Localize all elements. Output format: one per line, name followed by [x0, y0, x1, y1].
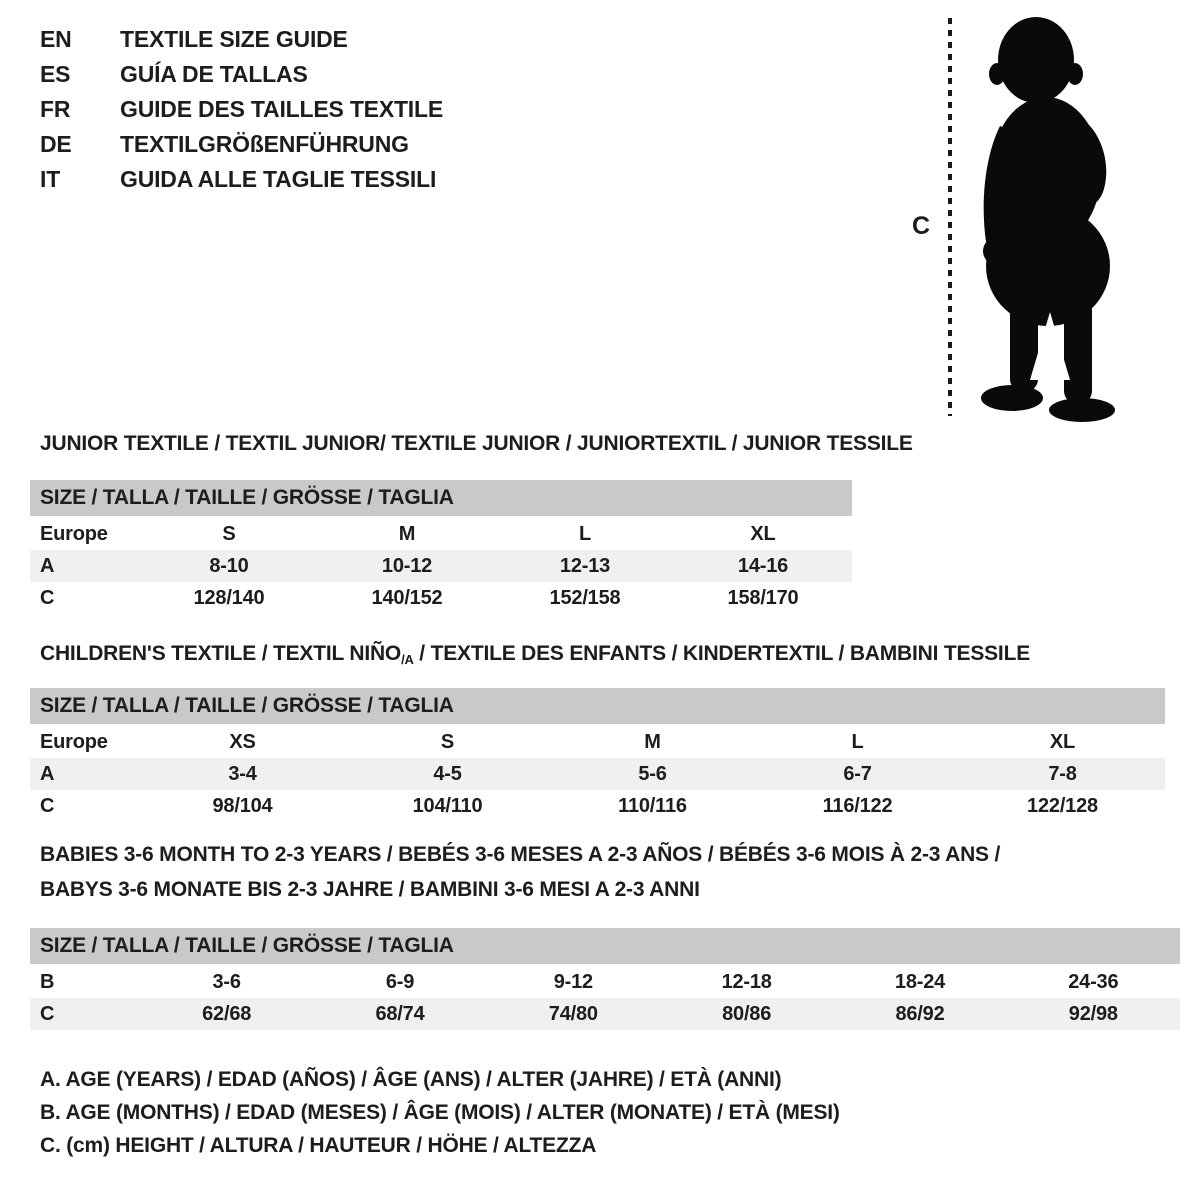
height-cell: 128/140	[193, 586, 265, 609]
language-title: GUÍA DE TALLAS	[120, 61, 308, 87]
children-section-title	[40, 642, 1030, 667]
height-cell: 74/80	[548, 1002, 598, 1025]
junior-row-europe	[30, 518, 852, 550]
months-cell: 9-12	[553, 970, 593, 993]
language-row-es	[40, 61, 443, 96]
size-cell: XL	[750, 522, 776, 545]
months-cell: 12-18	[721, 970, 772, 993]
language-row-de	[40, 131, 443, 166]
language-title: TEXTILGRÖßENFÜHRUNG	[120, 131, 409, 157]
size-header-label: SIZE / TALLA / TAILLE / GRÖSSE / TAGLIA	[40, 694, 454, 717]
row-label: C	[40, 794, 55, 817]
language-row-fr	[40, 96, 443, 131]
height-cell: 80/86	[722, 1002, 772, 1025]
height-cell: 62/68	[202, 1002, 252, 1025]
height-cell: 140/152	[371, 586, 443, 609]
age-cell: 5-6	[638, 762, 667, 785]
junior-section-title: JUNIOR TEXTILE / TEXTIL JUNIOR/ TEXTILE JUNIOR / JUNIORTEXTIL / JUNIOR TESSILE	[40, 432, 913, 455]
height-cell: 86/92	[895, 1002, 945, 1025]
height-cell: 98/104	[212, 794, 273, 817]
size-cell: XS	[229, 730, 256, 753]
language-title: GUIDE DES TAILLES TEXTILE	[120, 96, 443, 122]
row-label: B	[40, 970, 55, 993]
language-code: DE	[40, 131, 72, 157]
junior-row-age	[30, 550, 852, 582]
height-cell: 152/158	[549, 586, 621, 609]
months-cell: 6-9	[385, 970, 415, 993]
row-label: A	[40, 554, 55, 577]
language-code: FR	[40, 96, 71, 122]
height-cell: 122/128	[1027, 794, 1098, 817]
language-row-it	[40, 166, 443, 201]
babies-row-height	[30, 998, 1180, 1030]
size-cell: M	[644, 730, 661, 753]
babies-row-months	[30, 966, 1180, 998]
language-header	[40, 26, 443, 201]
children-row-age	[30, 758, 1165, 790]
height-cell: 158/170	[727, 586, 799, 609]
row-label: Europe	[40, 730, 108, 753]
height-cell: 116/122	[822, 794, 893, 817]
babies-section-title-line2: BABYS 3-6 MONATE BIS 2-3 JAHRE / BAMBINI 3-6 MESI A 2-3 ANNI	[40, 878, 700, 901]
note-age-months: B. AGE (MONTHS) / EDAD (MESES) / ÂGE (MOIS) / ALTER (MONATE) / ETÀ (MESI)	[40, 1101, 840, 1124]
size-header-label: SIZE / TALLA / TAILLE / GRÖSSE / TAGLIA	[40, 934, 454, 957]
children-row-height	[30, 790, 1165, 822]
row-label: C	[40, 586, 55, 609]
size-cell: XL	[1049, 730, 1076, 753]
height-cell: 104/110	[412, 794, 483, 817]
age-cell: 3-4	[228, 762, 257, 785]
age-cell: 14-16	[737, 554, 789, 577]
age-cell: 6-7	[843, 762, 872, 785]
language-title: GUIDA ALLE TAGLIE TESSILI	[120, 166, 437, 192]
babies-size-table	[30, 928, 1180, 1030]
age-cell: 7-8	[1048, 762, 1077, 785]
size-cell: S	[440, 730, 455, 753]
junior-size-table	[30, 480, 852, 614]
babies-size-header-bar	[30, 928, 1180, 964]
toddler-silhouette-icon	[966, 14, 1142, 422]
months-cell: 24-36	[1068, 970, 1119, 993]
age-cell: 10-12	[381, 554, 433, 577]
size-header-label: SIZE / TALLA / TAILLE / GRÖSSE / TAGLIA	[40, 486, 454, 509]
months-cell: 3-6	[212, 970, 241, 993]
height-cell: 110/116	[618, 794, 687, 817]
note-age-years: A. AGE (YEARS) / EDAD (AÑOS) / ÂGE (ANS) / ALTER (JAHRE) / ETÀ (ANNI)	[40, 1068, 782, 1091]
junior-row-height	[30, 582, 852, 614]
months-cell: 18-24	[894, 970, 946, 993]
children-size-header-bar	[30, 688, 1165, 724]
age-cell: 12-13	[559, 554, 611, 577]
children-title-subscript: /A	[401, 652, 414, 667]
language-row-en	[40, 26, 443, 61]
age-cell: 8-10	[209, 554, 249, 577]
height-cell: 68/74	[375, 1002, 425, 1025]
junior-size-header-bar	[30, 480, 852, 516]
size-cell: M	[398, 522, 416, 545]
size-cell: L	[578, 522, 592, 545]
size-cell: S	[222, 522, 236, 545]
children-title-part: CHILDREN'S TEXTILE / TEXTIL NIÑO	[40, 642, 402, 665]
language-title: TEXTILE SIZE GUIDE	[120, 26, 348, 52]
children-title-part: / TEXTILE DES ENFANTS / KINDERTEXTIL / BAMBINI TESSILE	[413, 642, 1031, 665]
children-size-table	[30, 688, 1165, 822]
babies-section-title-line1: BABIES 3-6 MONTH TO 2-3 YEARS / BEBÉS 3-6 MESES A 2-3 AÑOS / BÉBÉS 3-6 MOIS À 2-3 ANS /	[40, 843, 1001, 866]
size-cell: L	[851, 730, 864, 753]
row-label: Europe	[40, 522, 108, 545]
row-label: A	[40, 762, 55, 785]
children-row-europe	[30, 726, 1165, 758]
height-measure-dashed-line	[948, 18, 952, 416]
language-code: ES	[40, 61, 71, 87]
height-measure-label: C	[912, 212, 930, 240]
note-height-cm: C. (cm) HEIGHT / ALTURA / HAUTEUR / HÖHE / ALTEZZA	[40, 1134, 597, 1157]
language-code: IT	[40, 166, 61, 192]
legend-notes	[40, 1068, 840, 1167]
height-cell: 92/98	[1068, 1002, 1118, 1025]
age-cell: 4-5	[433, 762, 462, 785]
row-label: C	[40, 1002, 55, 1025]
language-code: EN	[40, 26, 72, 52]
